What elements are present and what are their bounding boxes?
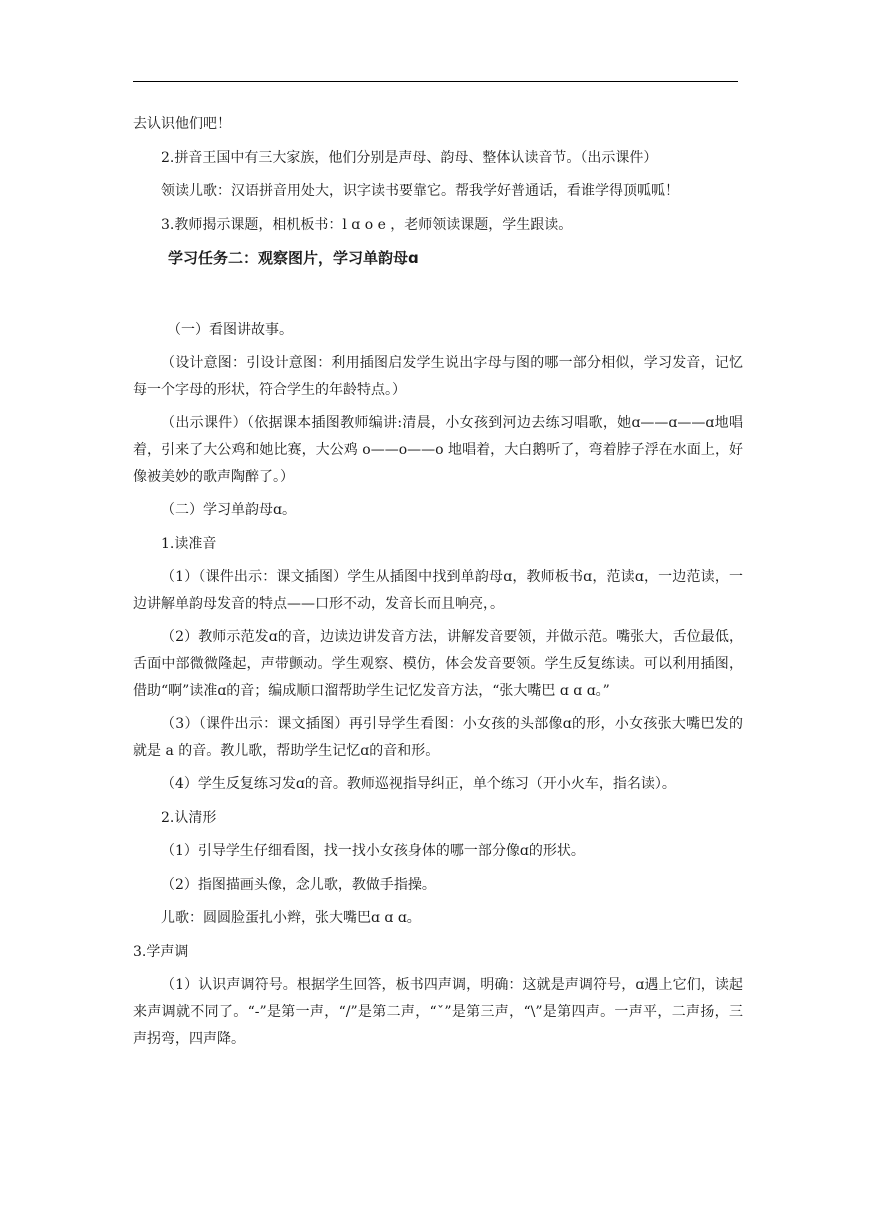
spacer bbox=[133, 276, 743, 314]
paragraph: （2）指图描画头像，念儿歌，教做手指操。 bbox=[161, 876, 436, 893]
paragraph: 领读儿歌：汉语拼音用处大，识字读书要靠它。帮我学好普通话，看谁学得顶呱呱！ bbox=[161, 183, 679, 199]
document-body bbox=[133, 108, 743, 1056]
header-rule bbox=[133, 81, 738, 82]
subsection-heading: （一）看图讲故事。 bbox=[167, 321, 293, 338]
paragraph: （1）引导学生仔细看图，找一找小女孩身体的哪一部分像ɑ的形状。 bbox=[161, 843, 585, 859]
paragraph: （4）学生反复练习发ɑ的音。教师巡视指导纠正，单个练习（开小火车，指名读）。 bbox=[161, 776, 676, 792]
paragraph: 2.拼音王国中有三大家族，他们分别是声母、韵母、整体认读音节。（出示课件） bbox=[161, 149, 658, 166]
subsection-heading: （二）学习单韵母ɑ。 bbox=[161, 502, 296, 518]
paragraph: （2）教师示范发ɑ的音，边读边讲发音方法，讲解发音要领，并做示范。嘴张大，舌位最低，舌面中部微微隆起，声带颤动。学生观察、模仿，体会发音要领。学生反复练读。可以利用插图，借助“啊”读准ɑ的音；编成顺口溜帮助学生记忆发音方法，“张大嘴巴 ɑ ɑ ɑ。” bbox=[133, 629, 743, 699]
paragraph: 儿歌：圆圆脸蛋扎小辫，张大嘴巴ɑ ɑ ɑ。 bbox=[161, 910, 421, 926]
paragraph: （1）认识声调符号。根据学生回答，板书四声调，明确：这就是声调符号，ɑ遇上它们，读起来声调就不同了。“-”是第一声，“/”是第二声，“ˇ”是第三声，“\”是第四声。一声平，二声扬，三声拐弯，四声降。 bbox=[133, 977, 743, 1047]
paragraph: 去认识他们吧！ bbox=[133, 116, 231, 132]
step-heading: 1.读准音 bbox=[161, 535, 217, 552]
paragraph: 3.教师揭示课题，相机板书：l ɑ o e ，老师领读课题，学生跟读。 bbox=[161, 216, 573, 233]
paragraph: （出示课件）（依据课本插图教师编讲:清晨，小女孩到河边去练习唱歌，她ɑ——ɑ——ɑ地唱着，引来了大公鸡和她比赛，大公鸡 o——o——o 地唱着，大白鹅听了，弯着脖子浮在水面上，好像被美妙的歌声陶醉了。） bbox=[133, 415, 743, 485]
section-heading: 学习任务二：观察图片，学习单韵母ɑ bbox=[168, 249, 419, 267]
step-heading: 2.认清形 bbox=[161, 809, 217, 826]
step-heading: 3.学声调 bbox=[133, 943, 189, 960]
paragraph: （设计意图：引设计意图：利用插图启发学生说出字母与图的哪一部分相似，学习发音，记忆每一个字母的形状，符合学生的年龄特点。） bbox=[133, 355, 743, 398]
paragraph: （1）（课件出示：课文插图）学生从插图中找到单韵母ɑ，教师板书ɑ，范读ɑ，一边范读，一边讲解单韵母发音的特点——口形不动，发音长而且响亮，。 bbox=[133, 569, 743, 612]
paragraph: （3）（课件出示：课文插图）再引导学生看图：小女孩的头部像ɑ的形，小女孩张大嘴巴发的就是 a 的音。教儿歌，帮助学生记忆ɑ的音和形。 bbox=[133, 716, 743, 759]
